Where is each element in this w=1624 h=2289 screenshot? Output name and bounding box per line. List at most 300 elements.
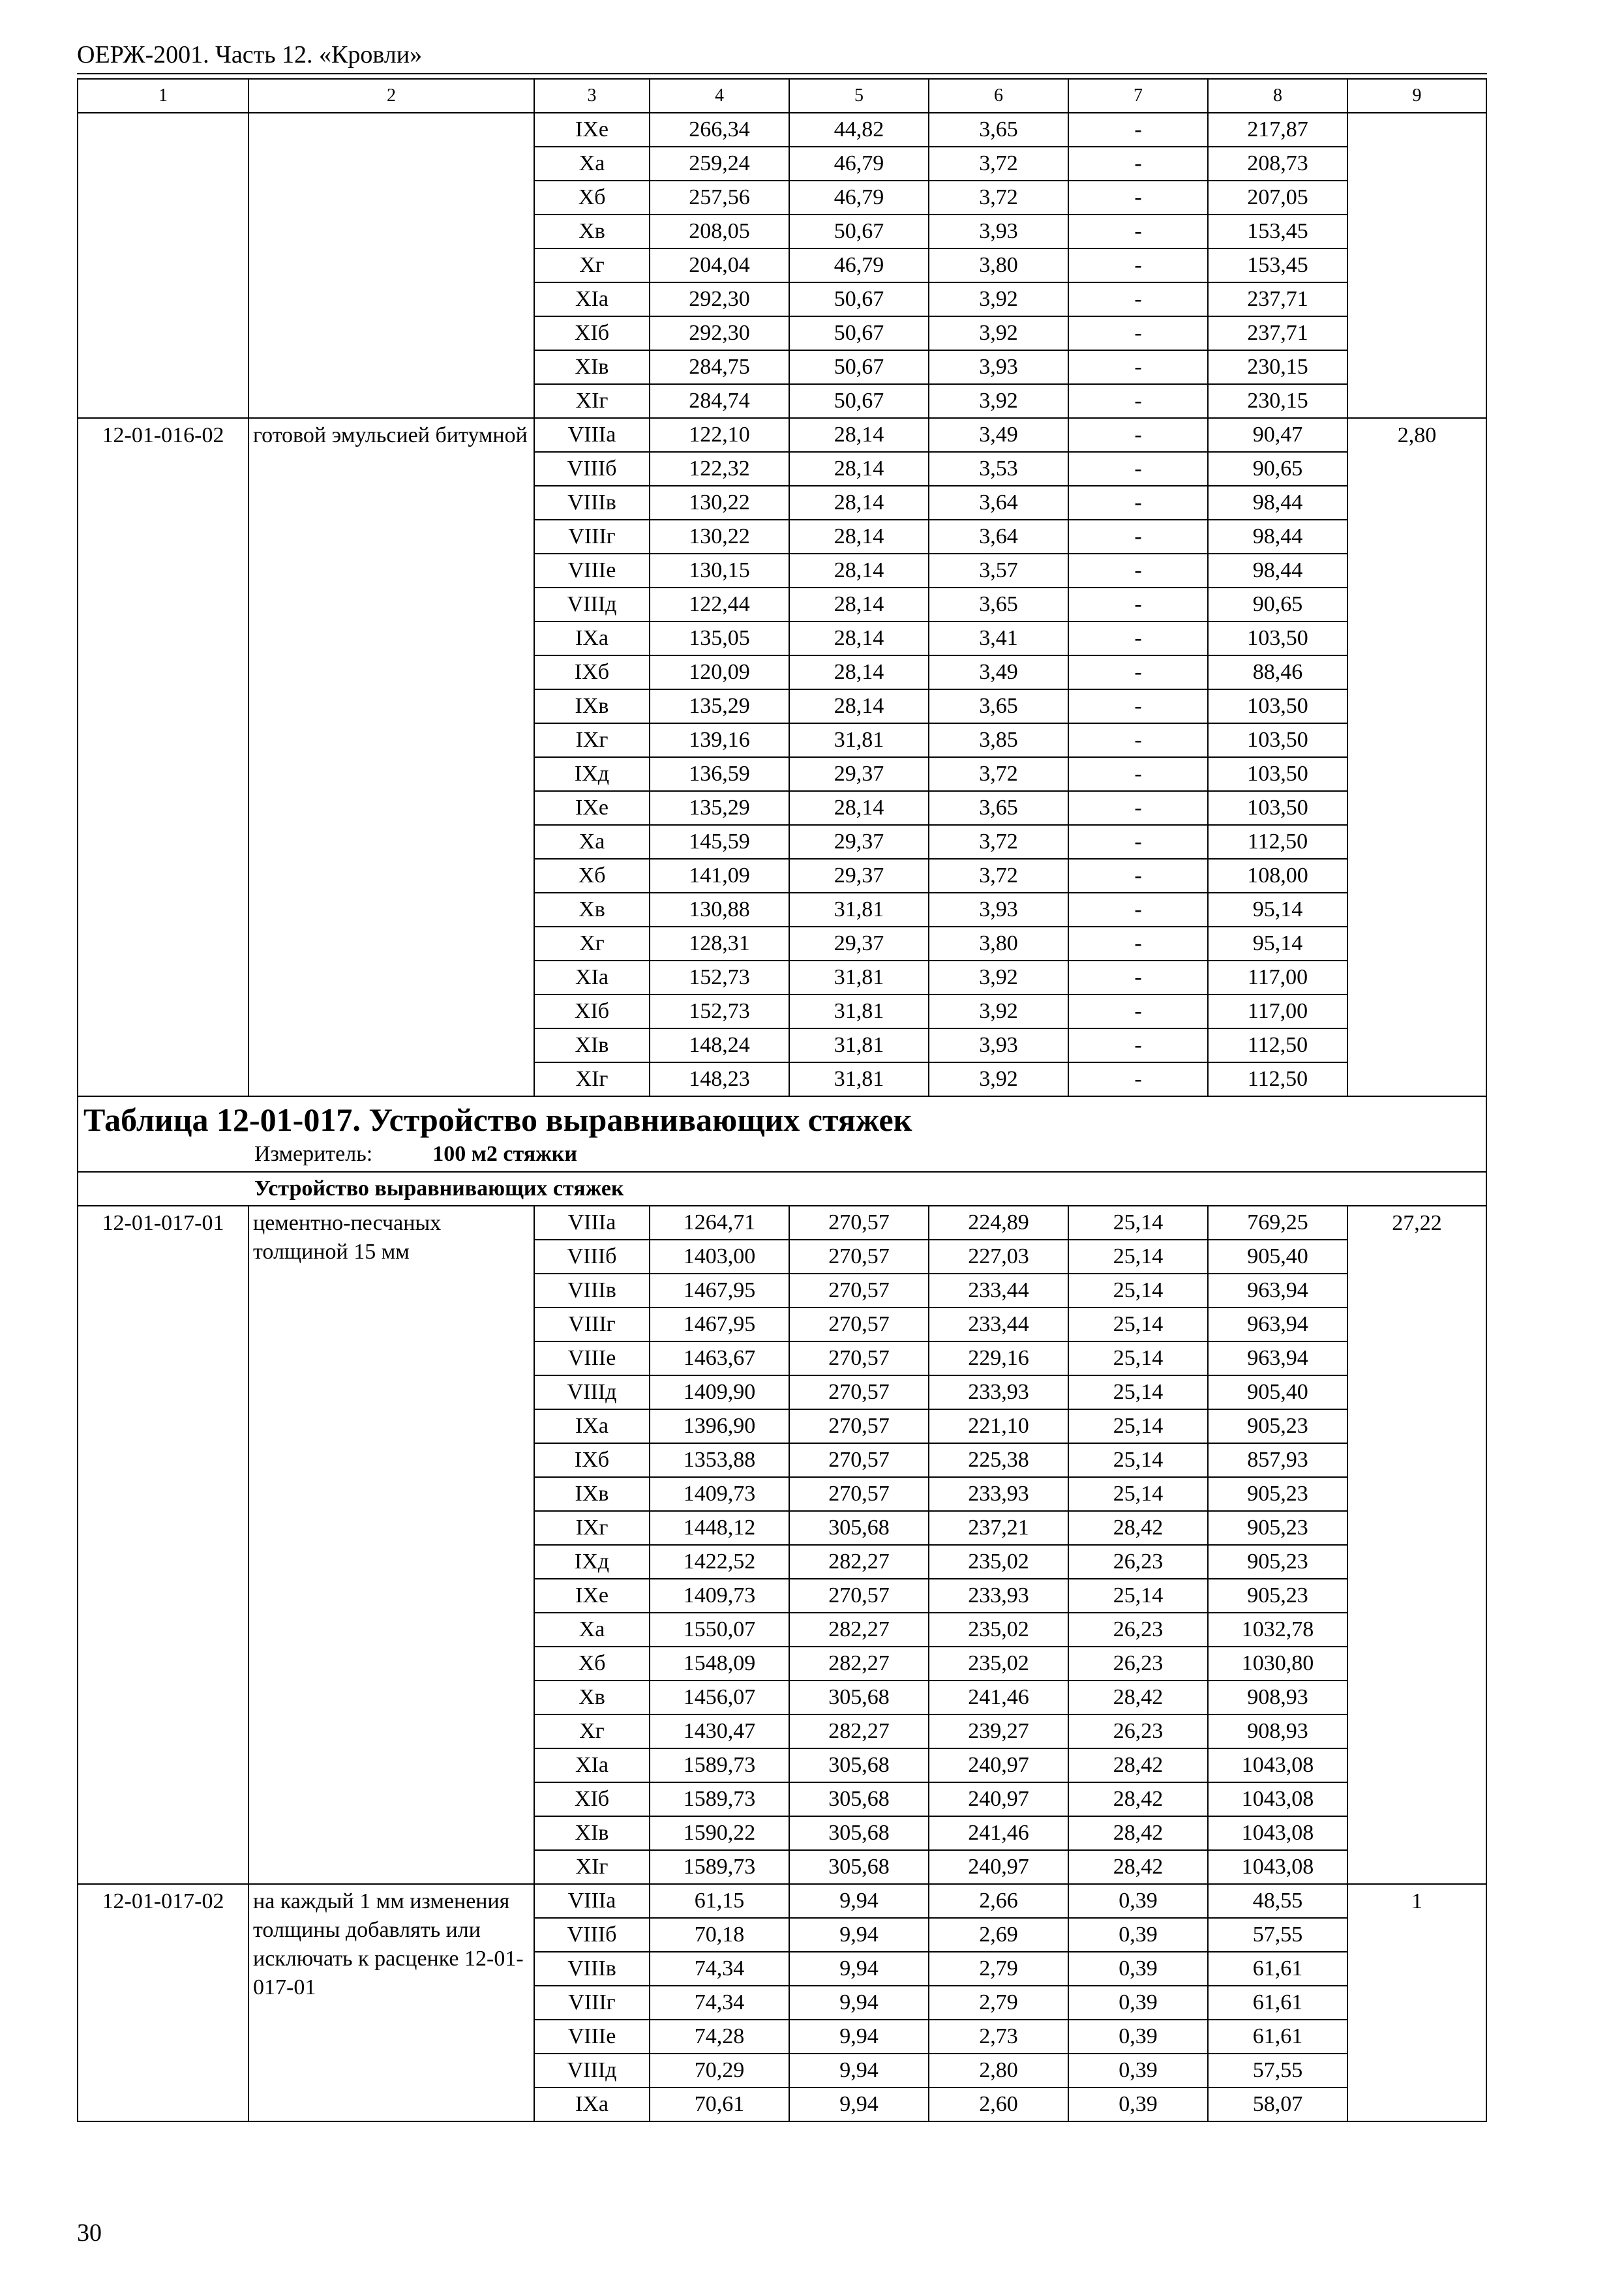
table-cell: - [1068,418,1208,452]
table-cell: 1409,73 [650,1579,789,1613]
table-cell: 122,32 [650,452,789,486]
table-cell: 270,57 [789,1477,929,1511]
table-cell: 282,27 [789,1714,929,1748]
table-cell: 224,89 [929,1206,1068,1240]
table-cell: 61,61 [1208,1986,1347,2020]
table-cell: 284,74 [650,384,789,418]
table-cell: 284,75 [650,350,789,384]
table-cell: 241,46 [929,1816,1068,1850]
table-cell: 152,73 [650,995,789,1028]
table-cell: 1548,09 [650,1647,789,1681]
table-cell: - [1068,113,1208,147]
table-cell: 227,03 [929,1240,1068,1274]
table-cell: 305,68 [789,1782,929,1816]
table-cell: 28,14 [789,588,929,621]
header-rule [77,73,1487,74]
table-cell: Xa [534,1613,650,1647]
table-cell: - [1068,486,1208,520]
table-row [78,113,1486,147]
table-cell: 240,97 [929,1850,1068,1884]
table-cell: 3,92 [929,384,1068,418]
table-cell: 237,71 [1208,282,1347,316]
section-heading: Устройство выравнивающих стяжек [78,1172,1486,1206]
table-cell: Xг [534,927,650,961]
table-cell: 28,14 [789,655,929,689]
rate-description-cell: готовой эмульсией битумной [248,418,534,1096]
table-cell: 1043,08 [1208,1782,1347,1816]
table-cell: 139,16 [650,723,789,757]
table-cell: 130,15 [650,554,789,588]
table-cell: Xa [534,147,650,181]
rate-code-cell: 12-01-016-02 [78,418,248,1096]
table-cell: 135,29 [650,689,789,723]
table-cell: 48,55 [1208,1884,1347,1918]
table-cell: 0,39 [1068,1952,1208,1986]
table-cell: 0,39 [1068,1884,1208,1918]
table-cell: 0,39 [1068,1918,1208,1952]
table-cell: 145,59 [650,825,789,859]
table-cell: IXг [534,1511,650,1545]
table-title-row [78,1096,1486,1172]
table-cell: 57,55 [1208,2054,1347,2087]
table-cell: 905,40 [1208,1375,1347,1409]
table-cell: 208,05 [650,215,789,248]
table-cell: 3,65 [929,791,1068,825]
table-cell: 61,61 [1208,1952,1347,1986]
rate-description-cell: цементно-песчаных толщиной 15 мм [248,1206,534,1884]
table-cell: IXг [534,723,650,757]
table-cell: 31,81 [789,1062,929,1096]
table-cell: 241,46 [929,1681,1068,1714]
table-cell: 1043,08 [1208,1850,1347,1884]
table-cell: 282,27 [789,1647,929,1681]
table-cell: 235,02 [929,1545,1068,1579]
table-cell: 28,14 [789,520,929,554]
table-cell: - [1068,147,1208,181]
table-cell: XIг [534,1062,650,1096]
table-cell: 28,14 [789,452,929,486]
table-cell: 57,55 [1208,1918,1347,1952]
table-cell: 153,45 [1208,215,1347,248]
table-cell: 270,57 [789,1308,929,1341]
table-cell: 95,14 [1208,893,1347,927]
table-cell: 29,37 [789,927,929,961]
table-cell: 270,57 [789,1341,929,1375]
table-cell: 28,42 [1068,1511,1208,1545]
table-cell: 3,72 [929,825,1068,859]
table-cell: 29,37 [789,757,929,791]
table-cell: 29,37 [789,825,929,859]
table-cell: 28,42 [1068,1816,1208,1850]
table-cell: - [1068,384,1208,418]
table-cell: 1589,73 [650,1782,789,1816]
table-cell: 905,23 [1208,1579,1347,1613]
table-cell: IXe [534,113,650,147]
measure-label: Измеритель: [254,1142,373,1166]
table-cell: 270,57 [789,1206,929,1240]
table-cell: 3,49 [929,418,1068,452]
table-cell: 305,68 [789,1850,929,1884]
table-cell: 9,94 [789,2054,929,2087]
table-cell: 31,81 [789,723,929,757]
table-cell: - [1068,452,1208,486]
table-cell: VIIIб [534,452,650,486]
table-cell: 3,85 [929,723,1068,757]
table-cell: 270,57 [789,1274,929,1308]
rates-table [77,78,1487,2122]
table-cell: 1456,07 [650,1681,789,1714]
table-cell: 857,93 [1208,1443,1347,1477]
table-cell: IXд [534,1545,650,1579]
table-cell: 70,29 [650,2054,789,2087]
table-cell: VIIIб [534,1240,650,1274]
table-cell: 112,50 [1208,1062,1347,1096]
table-cell: 257,56 [650,181,789,215]
table-cell: 3,64 [929,486,1068,520]
table-cell: 130,88 [650,893,789,927]
table-cell: 0,39 [1068,2087,1208,2121]
column-number: 3 [534,79,650,113]
table-cell: 26,23 [1068,1545,1208,1579]
table-cell: 26,23 [1068,1647,1208,1681]
column-numbers-row [78,79,1486,113]
table-cell: 217,87 [1208,113,1347,147]
table-cell: 3,80 [929,927,1068,961]
table-cell: 9,94 [789,1884,929,1918]
table-cell: VIIIг [534,1308,650,1341]
rate-description-cell [248,113,534,418]
table-cell: 28,42 [1068,1782,1208,1816]
table-cell: - [1068,757,1208,791]
table-cell: - [1068,350,1208,384]
table-cell: XIв [534,1816,650,1850]
table-cell: VIIIг [534,520,650,554]
table-row [78,1206,1486,1240]
table-cell: 25,14 [1068,1477,1208,1511]
table-cell: IXд [534,757,650,791]
table-cell: 1409,73 [650,1477,789,1511]
table-cell: 70,61 [650,2087,789,2121]
table-cell: 50,67 [789,316,929,350]
table-cell: - [1068,893,1208,927]
table-cell: 905,23 [1208,1511,1347,1545]
table-cell: Xб [534,1647,650,1681]
table-cell: 3,92 [929,961,1068,995]
table-cell: XIб [534,1782,650,1816]
table-cell: VIIIв [534,486,650,520]
table-cell: 230,15 [1208,384,1347,418]
table-cell: 1403,00 [650,1240,789,1274]
table-cell: 208,73 [1208,147,1347,181]
table-cell: 282,27 [789,1545,929,1579]
table-cell: 25,14 [1068,1443,1208,1477]
rate-description-cell: на каждый 1 мм изменения толщины добавлять или исключать к расценке 12-01-017-01 [248,1884,534,2121]
table-cell: 141,09 [650,859,789,893]
table-cell: 270,57 [789,1443,929,1477]
table-cell: 240,97 [929,1748,1068,1782]
table-cell: - [1068,215,1208,248]
table-cell: 1353,88 [650,1443,789,1477]
column-number: 9 [1347,79,1486,113]
table-cell: 29,37 [789,859,929,893]
table-cell: 9,94 [789,1986,929,2020]
table-cell: 905,23 [1208,1477,1347,1511]
table-cell: 1448,12 [650,1511,789,1545]
table-cell: 270,57 [789,1409,929,1443]
table-cell: 103,50 [1208,621,1347,655]
table-cell: VIIIe [534,1341,650,1375]
table-cell: 3,72 [929,181,1068,215]
table-cell: - [1068,520,1208,554]
table-cell: 225,38 [929,1443,1068,1477]
table-cell: 233,44 [929,1274,1068,1308]
column-number: 8 [1208,79,1347,113]
table-cell: VIIIд [534,1375,650,1409]
table-cell: - [1068,927,1208,961]
table-cell: 905,23 [1208,1545,1347,1579]
table-cell: 9,94 [789,2020,929,2054]
table-cell: VIIIa [534,1884,650,1918]
table-cell: 266,34 [650,113,789,147]
table-cell: - [1068,248,1208,282]
table-cell: 98,44 [1208,486,1347,520]
table-cell: 25,14 [1068,1579,1208,1613]
table-cell: 3,72 [929,859,1068,893]
table-cell: 28,14 [789,554,929,588]
table-cell: - [1068,588,1208,621]
table-cell: 240,97 [929,1782,1068,1816]
table-cell: IXa [534,1409,650,1443]
table-cell: XIб [534,316,650,350]
table-cell: 103,50 [1208,689,1347,723]
labor-cost-cell: 27,22 [1347,1206,1486,1884]
table-cell: 235,02 [929,1647,1068,1681]
table-cell: 239,27 [929,1714,1068,1748]
table-cell: IXa [534,2087,650,2121]
table-cell: 31,81 [789,1028,929,1062]
table-cell: 28,14 [789,689,929,723]
rate-code-cell: 12-01-017-01 [78,1206,248,1884]
table-cell: 90,65 [1208,452,1347,486]
table-cell: 136,59 [650,757,789,791]
table-cell: 74,28 [650,2020,789,2054]
table-cell: 26,23 [1068,1613,1208,1647]
table-cell: VIIIa [534,418,650,452]
table-cell: 235,02 [929,1613,1068,1647]
table-cell: VIIIд [534,2054,650,2087]
table-cell: IXe [534,1579,650,1613]
table-cell: 2,73 [929,2020,1068,2054]
table-cell: 1550,07 [650,1613,789,1647]
table-cell: 46,79 [789,181,929,215]
table-cell: 28,42 [1068,1748,1208,1782]
table-cell: VIIIд [534,588,650,621]
table-cell: IXв [534,1477,650,1511]
table-cell: 0,39 [1068,1986,1208,2020]
table-cell: 1589,73 [650,1748,789,1782]
table-cell: 120,09 [650,655,789,689]
table-cell: 28,42 [1068,1850,1208,1884]
table-cell: 28,14 [789,418,929,452]
table-cell: 230,15 [1208,350,1347,384]
table-cell: 130,22 [650,520,789,554]
table-cell: 3,93 [929,215,1068,248]
table-cell: 237,71 [1208,316,1347,350]
table-cell: 3,65 [929,588,1068,621]
table-cell: 61,61 [1208,2020,1347,2054]
table-cell: Xг [534,1714,650,1748]
table-cell: 0,39 [1068,2054,1208,2087]
table-cell: 233,44 [929,1308,1068,1341]
table-cell: 50,67 [789,350,929,384]
table-cell: VIIIб [534,1918,650,1952]
table-cell: 2,69 [929,1918,1068,1952]
table-cell: Xв [534,1681,650,1714]
table-cell: 90,47 [1208,418,1347,452]
table-cell: 61,15 [650,1884,789,1918]
table-cell: XIг [534,384,650,418]
table-cell: XIг [534,1850,650,1884]
table-cell: 270,57 [789,1375,929,1409]
table-cell: 103,50 [1208,757,1347,791]
table-cell: 3,72 [929,757,1068,791]
table-cell: 3,72 [929,147,1068,181]
table-cell: 1463,67 [650,1341,789,1375]
table-cell: 108,00 [1208,859,1347,893]
table-cell: 25,14 [1068,1308,1208,1341]
table-cell: 9,94 [789,2087,929,2121]
table-cell: 233,93 [929,1579,1068,1613]
table-cell: 1032,78 [1208,1613,1347,1647]
table-row [78,1884,1486,1918]
table-cell: 25,14 [1068,1341,1208,1375]
rate-code-cell [78,113,248,418]
table-cell: IXб [534,1443,650,1477]
table-row [78,418,1486,452]
table-cell: 117,00 [1208,961,1347,995]
table-cell: 9,94 [789,1952,929,1986]
table-cell: 90,65 [1208,588,1347,621]
table-cell: - [1068,723,1208,757]
table-cell: XIa [534,961,650,995]
table-cell: 103,50 [1208,791,1347,825]
table-cell: 46,79 [789,147,929,181]
table-cell: - [1068,791,1208,825]
table-cell: 3,92 [929,1062,1068,1096]
table-cell: 25,14 [1068,1206,1208,1240]
table-cell: 1030,80 [1208,1647,1347,1681]
table-cell: 74,34 [650,1986,789,2020]
measure-unit: 100 м2 стяжки [432,1142,577,1166]
table-cell: 1430,47 [650,1714,789,1748]
table-cell: 259,24 [650,147,789,181]
table-cell: 3,92 [929,282,1068,316]
table-cell: 305,68 [789,1681,929,1714]
table-cell: IXб [534,655,650,689]
table-cell: 769,25 [1208,1206,1347,1240]
table-cell: 221,10 [929,1409,1068,1443]
table-cell: 963,94 [1208,1341,1347,1375]
table-cell: - [1068,1062,1208,1096]
table-cell: 229,16 [929,1341,1068,1375]
table-cell: 963,94 [1208,1274,1347,1308]
table-cell: 9,94 [789,1918,929,1952]
table-cell: 88,46 [1208,655,1347,689]
table-cell: 207,05 [1208,181,1347,215]
table-cell: - [1068,689,1208,723]
table-cell: 128,31 [650,927,789,961]
table-cell: 3,93 [929,350,1068,384]
rate-code-cell: 12-01-017-02 [78,1884,248,2121]
table-cell: 95,14 [1208,927,1347,961]
table-cell: 2,60 [929,2087,1068,2121]
labor-cost-cell [1347,113,1486,418]
table-cell: 50,67 [789,384,929,418]
table-cell: 3,49 [929,655,1068,689]
table-cell: Xб [534,859,650,893]
column-number: 5 [789,79,929,113]
table-cell: 98,44 [1208,520,1347,554]
table-cell: 1043,08 [1208,1816,1347,1850]
table-cell: 3,92 [929,995,1068,1028]
table-cell: Xв [534,893,650,927]
table-cell: 31,81 [789,961,929,995]
table-cell: 98,44 [1208,554,1347,588]
table-cell: 103,50 [1208,723,1347,757]
column-number: 4 [650,79,789,113]
table-cell: 282,27 [789,1613,929,1647]
table-cell: 305,68 [789,1511,929,1545]
table-cell: 1589,73 [650,1850,789,1884]
table-cell: 1396,90 [650,1409,789,1443]
table-cell: - [1068,1028,1208,1062]
table-cell: VIIIa [534,1206,650,1240]
column-number: 2 [248,79,534,113]
table-cell: 905,40 [1208,1240,1347,1274]
table-cell: 50,67 [789,215,929,248]
table-cell: 3,93 [929,1028,1068,1062]
table-cell: 2,66 [929,1884,1068,1918]
table-cell: 1467,95 [650,1308,789,1341]
table-cell: 25,14 [1068,1375,1208,1409]
table-cell: 70,18 [650,1918,789,1952]
table-cell: 3,57 [929,554,1068,588]
table-cell: XIв [534,350,650,384]
table-cell: 2,79 [929,1952,1068,1986]
table-cell: - [1068,621,1208,655]
table-cell: IXe [534,791,650,825]
table-cell: 112,50 [1208,1028,1347,1062]
column-number: 1 [78,79,248,113]
table-cell: 0,39 [1068,2020,1208,2054]
table-cell: IXa [534,621,650,655]
table-cell: 233,93 [929,1375,1068,1409]
table-cell: 153,45 [1208,248,1347,282]
table-cell: 31,81 [789,893,929,927]
section-row [78,1172,1486,1206]
table-cell: 305,68 [789,1748,929,1782]
table-cell: 3,65 [929,689,1068,723]
table-cell: 233,93 [929,1477,1068,1511]
table-cell: 2,79 [929,1986,1068,2020]
table-cell: 28,14 [789,486,929,520]
table-cell: 46,79 [789,248,929,282]
table-cell: 237,21 [929,1511,1068,1545]
table-cell: 3,41 [929,621,1068,655]
table-cell: VIIIв [534,1274,650,1308]
table-cell: 905,23 [1208,1409,1347,1443]
table-cell: 908,93 [1208,1714,1347,1748]
